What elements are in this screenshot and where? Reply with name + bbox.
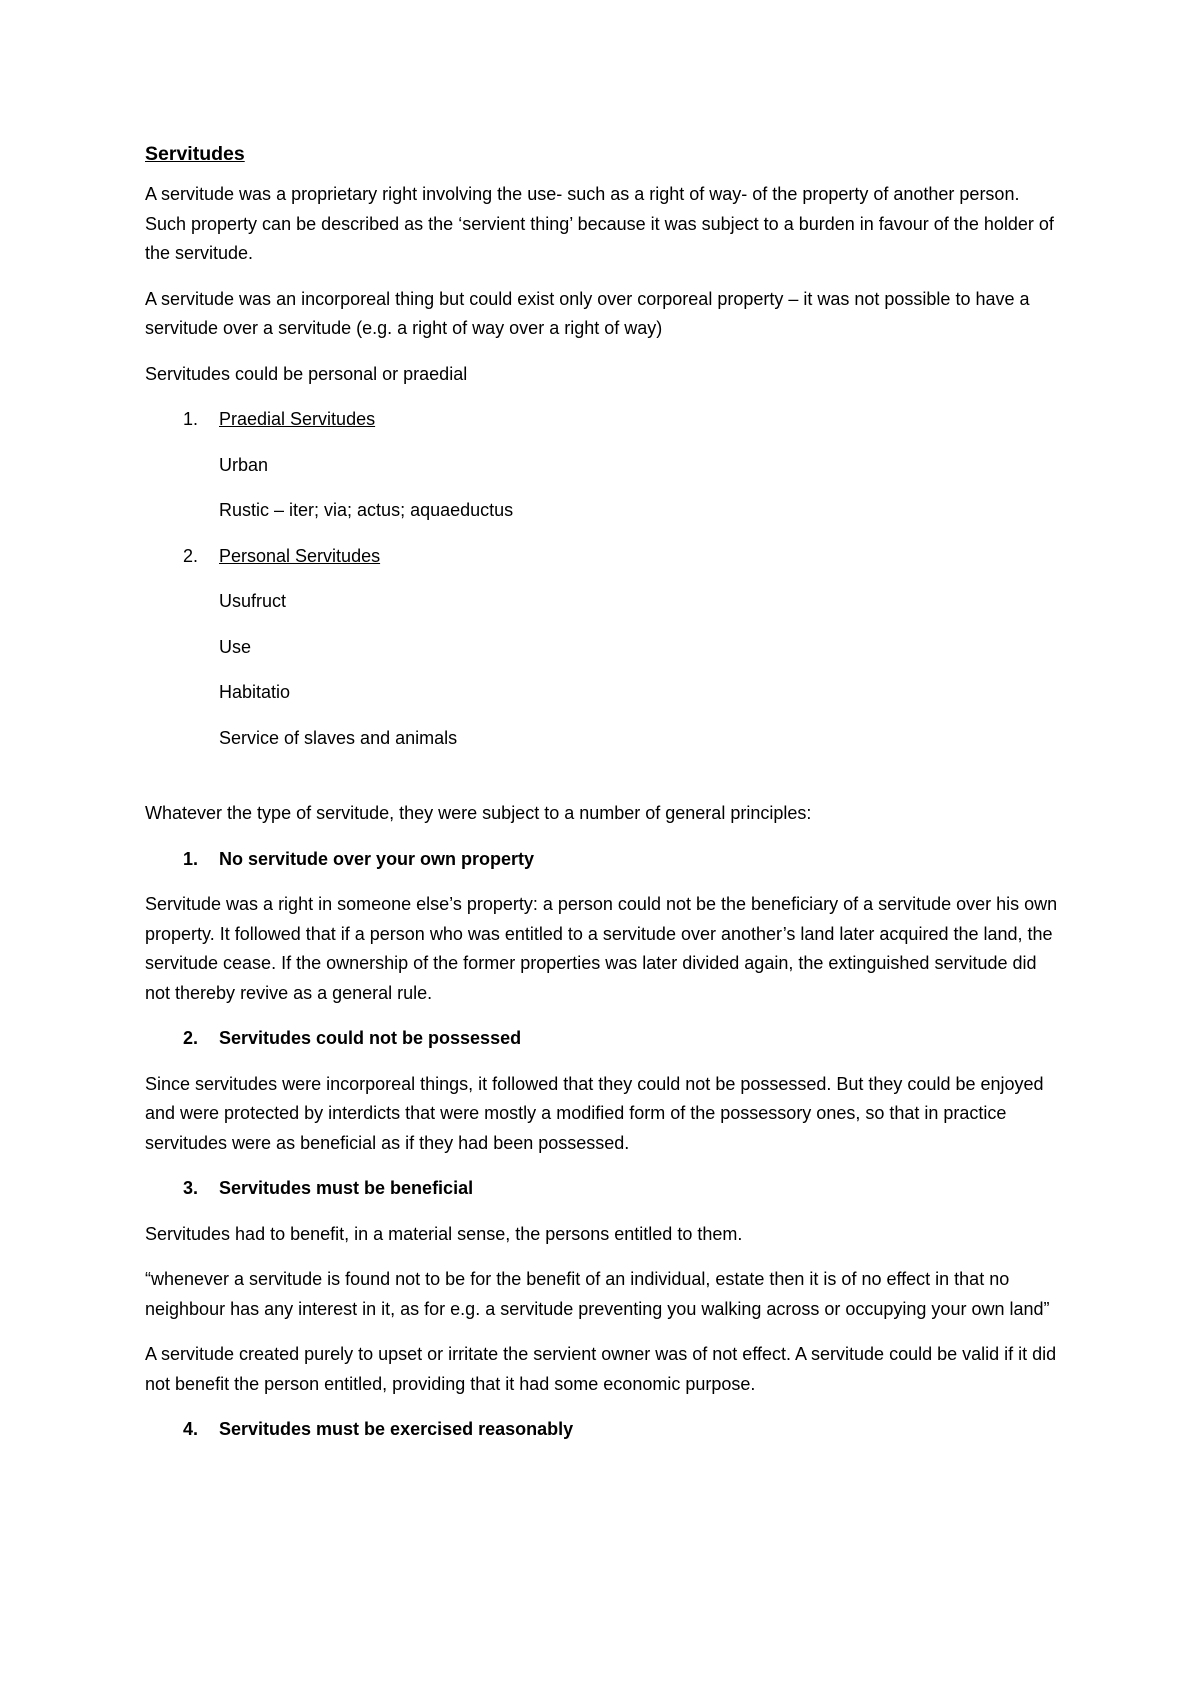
principle-heading [145, 1024, 1065, 1054]
list-number: 1. [183, 848, 199, 869]
list-number: 1. [183, 409, 199, 429]
principle-paragraph: Servitudes had to benefit, in a material sense, the persons entitled to them. [145, 1223, 743, 1244]
principle-paragraph: A servitude created purely to upset or irritate the servient owner was of not effect. A servitude could be valid if it did not benefit the person entitled, providing that it had some economic purpose. [145, 1344, 1057, 1394]
list-number: 2. [183, 545, 199, 566]
type-heading [145, 405, 1065, 435]
principle-heading-text: Servitudes must be beneficial [219, 1178, 474, 1198]
list-number: 4. [183, 1419, 199, 1439]
type-heading-text: Personal Servitudes [219, 545, 381, 566]
principle-heading-text: Servitudes must be exercised reasonably [219, 1419, 574, 1439]
type-heading [145, 542, 1065, 572]
document-page [145, 140, 1065, 1461]
principle-heading [145, 845, 1065, 875]
intro-paragraph: Servitudes could be personal or praedial [145, 363, 468, 384]
intro-paragraph: A servitude was an incorporeal thing but could exist only over corporeal property – it was not possible to have a servitude over a servitude (e.g. a right of way over a right of way) [145, 288, 1030, 338]
spacer [145, 769, 1065, 799]
page-title: Servitudes [145, 143, 245, 165]
principle-quote: “whenever a servitude is found not to be for the benefit of an individual, estate then it is of no effect in that no neighbour has any interest in it, as for e.g. a servitude preventing you walking across or occupying your own land” [145, 1269, 1050, 1319]
list-number: 2. [183, 1028, 199, 1048]
intro-paragraph: A servitude was a proprietary right involving the use- such as a right of way- of the property of another person. Such property can be described as the ‘servient thing’ because it was subject to a burden in favour of the holder of the servitude. [145, 184, 1054, 263]
type-item: Service of slaves and animals [219, 727, 458, 748]
principle-heading-text: No servitude over your own property [219, 848, 535, 869]
principle-heading-text: Servitudes could not be possessed [219, 1028, 522, 1048]
principles-intro: Whatever the type of servitude, they were subject to a number of general principles: [145, 803, 812, 823]
principle-heading [145, 1415, 1065, 1445]
type-item: Habitatio [219, 682, 291, 702]
type-heading-text: Praedial Servitudes [219, 409, 376, 429]
type-item: Usufruct [219, 591, 287, 611]
type-item: Urban [219, 454, 269, 475]
list-number: 3. [183, 1178, 199, 1198]
principle-paragraph: Since servitudes were incorporeal things, it followed that they could not be possessed. But they could be enjoyed and were protected by interdicts that were mostly a modified form of the possessory ones, so that in practice servitudes were as beneficial as if they had been possessed. [145, 1073, 1044, 1153]
principle-paragraph: Servitude was a right in someone else’s property: a person could not be the beneficiary of a servitude over his own property. It followed that if a person who was entitled to a servitude over another’s land later acquired the land, the servitude cease. If the ownership of the former properties was later divided again, the extinguished servitude did not thereby revive as a general rule. [145, 894, 1058, 1003]
principle-heading [145, 1174, 1065, 1204]
type-item: Use [219, 636, 252, 657]
type-item: Rustic – iter; via; actus; aquaeductus [219, 500, 514, 520]
